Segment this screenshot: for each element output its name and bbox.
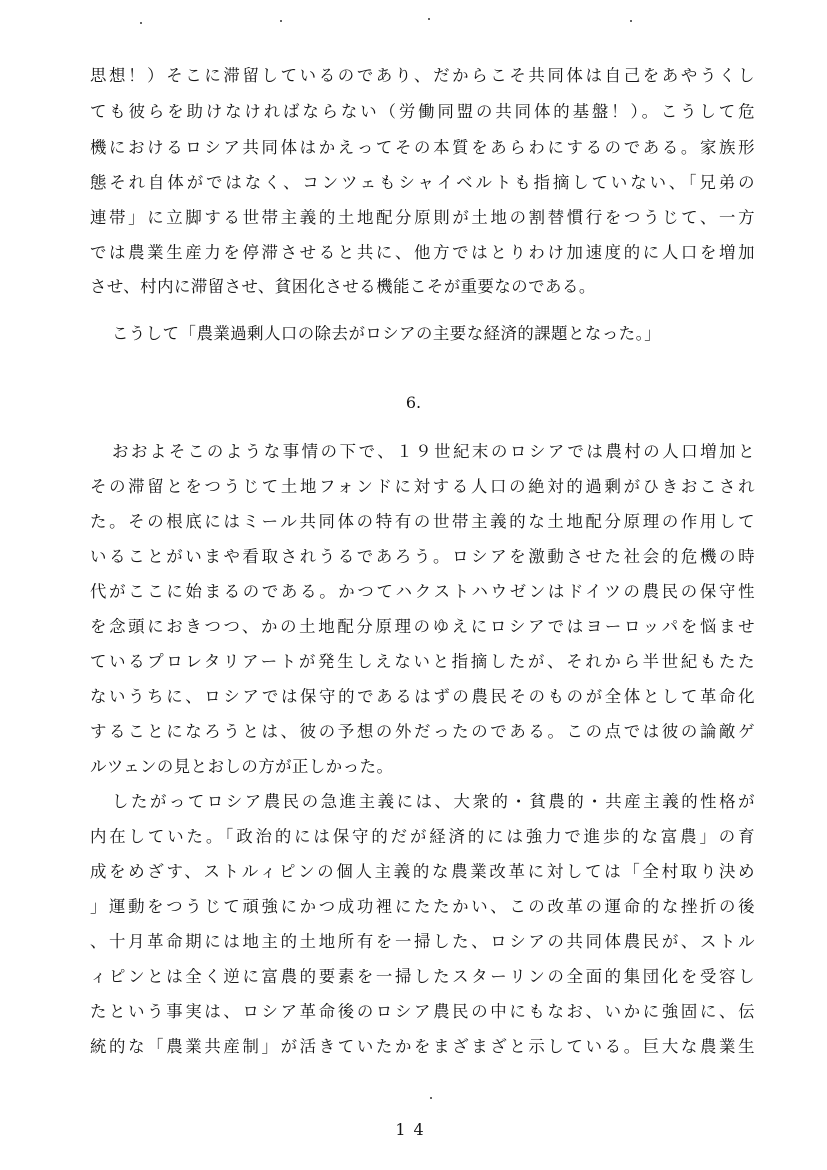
scan-speck <box>280 20 282 22</box>
text-line: させ、村内に滞留させ、貧困化させる機能こそが重要なのである。 <box>90 277 596 296</box>
scan-speck <box>430 1097 432 1099</box>
text-line: その滞留とをつうじて土地フォンドに対する人口の絶対的過剰がひきおこされ <box>90 477 755 496</box>
scan-speck <box>428 18 430 20</box>
text-line: 成をめざす、ストルィピンの個人主義的な農業改革に対しては「全村取り決め <box>90 862 755 881</box>
text-line: 思想！）そこに滞留しているのであり、だからこそ共同体は自己をあやうくし <box>90 66 755 85</box>
text-line: 連帯」に立脚する世帯主義的土地配分原則が土地の割替慣行をつうじて、一方 <box>90 208 755 227</box>
text-line: 態それ自体がではなく、コンツェもシャイベルトも指摘していない、「兄弟の <box>90 173 755 192</box>
text-line: ているプロレタリアートが発生しえないと指摘したが、それから半世紀もたた <box>90 652 755 671</box>
scan-speck <box>630 20 632 22</box>
text-line: たという事実は、ロシア革命後のロシア農民の中にもなお、いかに強固に、伝 <box>90 1002 755 1021</box>
text-line: ても彼らを助けなければならない（労働同盟の共同体的基盤！）。こうして危 <box>90 102 755 121</box>
text-line: ないうちに、ロシアでは保守的であるはずの農民そのものが全体として革命化 <box>90 687 755 706</box>
text-line: いることがいまや看取されうるであろう。ロシアを激動させた社会的危機の時 <box>90 547 755 566</box>
text-line: では農業生産力を停滞させると共に、他方ではとりわけ加速度的に人口を増加 <box>90 243 755 262</box>
text-line: を念頭におきつつ、かの土地配分原理のゆえにロシアではヨーロッパを悩ませ <box>90 617 755 636</box>
text-line: することになろうとは、彼の予想の外だったのである。この点では彼の論敵ゲ <box>90 722 755 741</box>
section-number: 6. <box>405 393 422 412</box>
text-line: 機におけるロシア共同体はかえってその本質をあらわにするのである。家族形 <box>90 138 755 157</box>
text-line: 、十月革命期には地主的土地所有を一掃した、ロシアの共同体農民が、ストル <box>90 932 755 951</box>
text-line: 」運動をつうじて頑強にかつ成功裡にたたかい、この改革の運命的な挫折の後 <box>90 897 755 916</box>
quoted-sentence: こうして「農業過剰人口の除去がロシアの主要な経済的課題となった。」 <box>112 324 662 343</box>
text-line: ィピンとは全く逆に富農的要素を一掃したスターリンの全面的集団化を受容し <box>90 967 755 986</box>
scan-speck <box>140 22 142 24</box>
text-line: おおよそこのような事情の下で、１９世紀末のロシアでは農村の人口増加と <box>112 442 755 461</box>
text-line: た。その根底にはミール共同体の特有の世帯主義的な土地配分原理の作用して <box>90 512 755 531</box>
text-line: 内在していた。「政治的には保守的だが経済的には強力で進歩的な富農」の育 <box>90 827 755 846</box>
text-line: したがってロシア農民の急進主義には、大衆的・貧農的・共産主義的性格が <box>112 792 755 811</box>
page-number: 14 <box>395 1120 432 1139</box>
text-line: 統的な「農業共産制」が活きていたかをまざまざと示している。巨大な農業生 <box>90 1037 755 1056</box>
text-line: 代がここに始まるのである。かつてハクストハウゼンはドイツの農民の保守性 <box>90 582 755 601</box>
text-line: ルツェンの見とおしの方が正しかった。 <box>90 757 394 776</box>
